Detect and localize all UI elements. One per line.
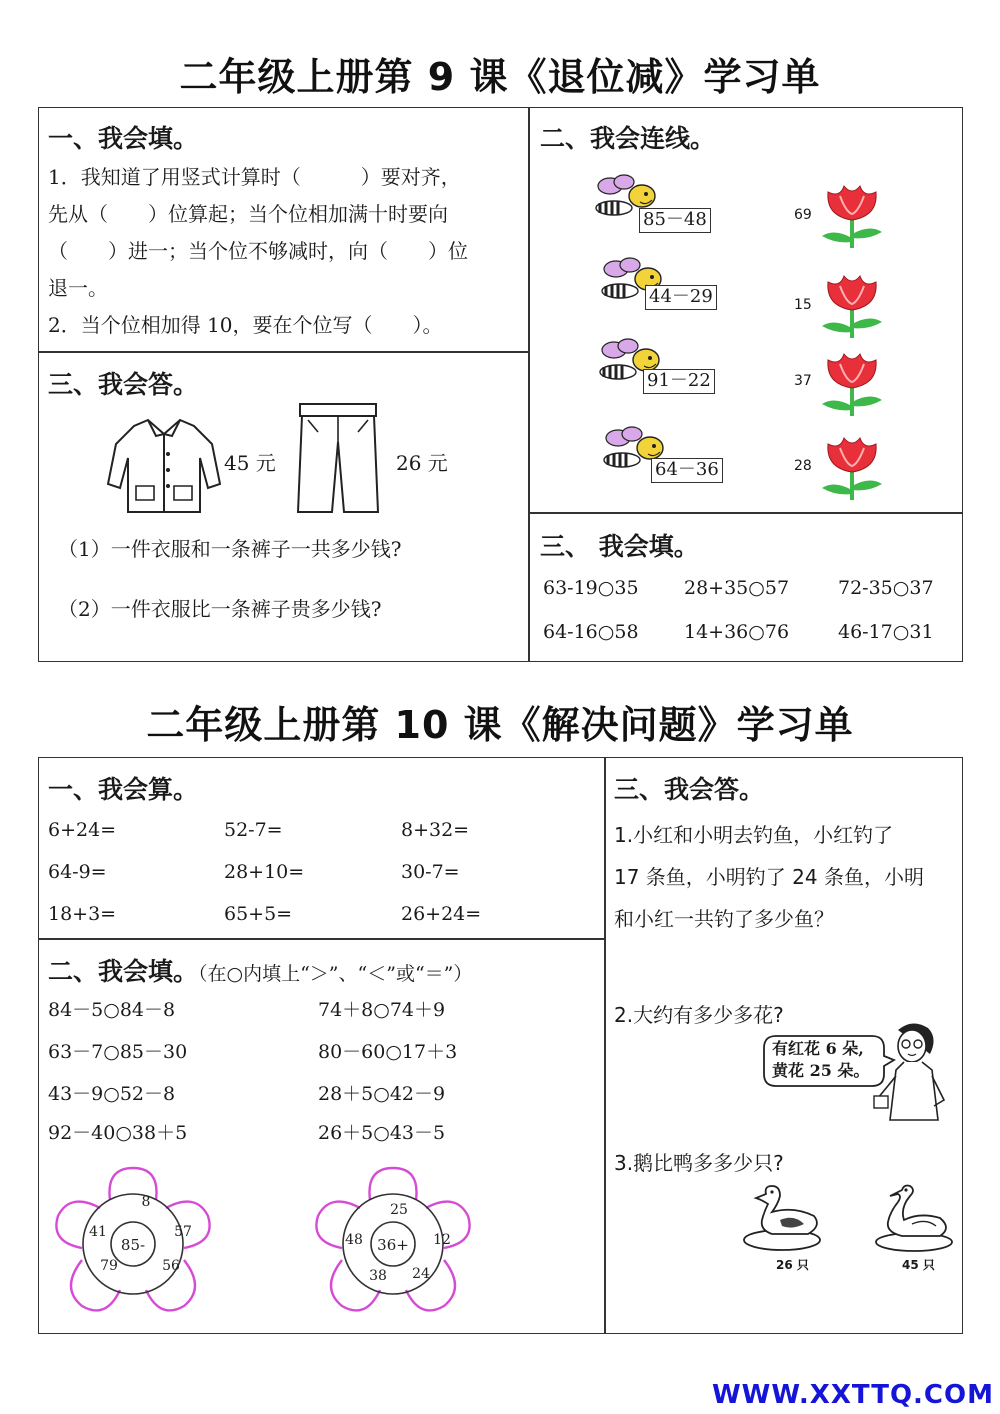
match-expr-1[interactable]: 85－48 (639, 208, 711, 233)
l9-question-1: （1）一件衣服和一条裤子一共多少钱? (58, 537, 402, 561)
compare-item[interactable]: 28＋5○42－9 (318, 1083, 446, 1105)
compare-item[interactable]: 80－60○17＋3 (318, 1041, 458, 1063)
l9-fill-heading: 一、我会填。 (48, 124, 199, 153)
flower2-petal-number[interactable]: 25 (390, 1202, 408, 1218)
flower2-petal-number[interactable]: 24 (412, 1266, 430, 1282)
tulip-icon (816, 350, 888, 418)
tulip-icon (816, 434, 888, 502)
coat-price: 45 元 (224, 451, 276, 475)
calc-item[interactable]: 52-7= (224, 819, 283, 841)
l10-question-3: 3.鹅比鸭多多少只? (614, 1151, 784, 1175)
lesson9-divider-left-h (38, 351, 528, 353)
calc-item[interactable]: 6+24= (48, 819, 117, 841)
l9-fill-line-1: 1．我知道了用竖式计算时（ ）要对齐， (48, 165, 461, 189)
duck-image (742, 1182, 832, 1254)
calc-item[interactable]: 26+24= (401, 903, 482, 925)
flower2-petal-number[interactable]: 12 (433, 1232, 451, 1248)
flower-number-3[interactable]: 37 (794, 373, 812, 389)
l9-fill-line-2: 先从（ ）位算起；当个位相加满十时要向 (48, 202, 448, 226)
compare-item[interactable]: 46-17○31 (838, 621, 934, 643)
l10-compare-header (48, 952, 472, 988)
pants-image (296, 402, 380, 514)
l10-compare-note: （在○内填上“＞”、“＜”或“＝”） (198, 963, 473, 985)
number-flower-2 (308, 1164, 478, 1320)
lesson9-divider-right-h (528, 512, 963, 514)
calc-item[interactable]: 30-7= (401, 861, 460, 883)
l9-fill-line-3: （ ）进一；当个位不够减时，向（ ）位 (48, 239, 468, 263)
calc-item[interactable]: 8+32= (401, 819, 470, 841)
flower1-petal-number[interactable]: 8 (141, 1194, 151, 1210)
flower1-petal-number[interactable]: 79 (100, 1258, 118, 1274)
flower1-petal-number[interactable]: 57 (174, 1224, 192, 1240)
l9-question-2: （2）一件衣服比一条裤子贵多少钱? (58, 597, 382, 621)
compare-item[interactable]: 43－9○52－8 (48, 1083, 176, 1105)
match-expr-2[interactable]: 44－29 (645, 285, 717, 310)
l9-fill-line-4: 退一。 (48, 276, 108, 300)
pants-price: 26 元 (396, 451, 448, 475)
lesson10-divider-v (604, 757, 606, 1334)
number-flower-1 (48, 1164, 218, 1320)
flower-number-4[interactable]: 28 (794, 458, 812, 474)
flower1-center: 85- (120, 1236, 146, 1254)
flower2-petal-number[interactable]: 48 (345, 1232, 363, 1248)
bubble-line: 黄花 25 朵。 (772, 1060, 870, 1080)
l10-answer-heading: 三、我会答。 (614, 775, 765, 804)
compare-item[interactable]: 14+36○76 (684, 621, 790, 643)
match-expr-3[interactable]: 91－22 (643, 369, 715, 394)
compare-item[interactable]: 92－40○38＋5 (48, 1122, 188, 1144)
l9-compare-heading: 三、 我会填。 (540, 532, 699, 561)
bubble-text (772, 1038, 869, 1081)
tulip-icon (816, 272, 888, 340)
l10-question-1-line: 和小红一共钓了多少鱼？ (614, 907, 834, 931)
coat-image (104, 414, 224, 516)
compare-item[interactable]: 74＋8○74＋9 (318, 999, 446, 1021)
flower1-petal-number[interactable]: 41 (89, 1224, 107, 1240)
lesson9-divider-v (528, 107, 530, 662)
l9-match-heading: 二、我会连线。 (540, 124, 716, 153)
l10-question-1-line: 17 条鱼，小明钓了 24 条鱼，小明 (614, 865, 924, 889)
flower1-petal-number[interactable]: 56 (162, 1258, 180, 1274)
compare-item[interactable]: 28+35○57 (684, 577, 790, 599)
bubble-line: 有红花 6 朵, (772, 1039, 864, 1058)
lesson10-divider-left-h (38, 938, 604, 940)
lesson9-title: 二年级上册第 9 课《退位减》学习单 (179, 55, 821, 99)
l10-calc-heading: 一、我会算。 (48, 775, 199, 804)
l9-answer-heading: 三、我会答。 (48, 370, 199, 399)
duck-count: 26 只 (776, 1258, 809, 1272)
compare-item[interactable]: 63－7○85－30 (48, 1041, 188, 1063)
calc-item[interactable]: 65+5= (224, 903, 293, 925)
flower2-center: 36+ (377, 1236, 409, 1254)
lesson10-title: 二年级上册第 10 课《解决问题》学习单 (146, 703, 854, 747)
l9-fill-line-5: 2．当个位相加得 10，要在个位写（ ）。 (48, 313, 443, 337)
l10-compare-heading: 二、我会填。 (48, 957, 199, 986)
match-expr-4[interactable]: 64－36 (651, 458, 723, 483)
compare-item[interactable]: 84－5○84－8 (48, 999, 176, 1021)
compare-item[interactable]: 26＋5○43－5 (318, 1122, 446, 1144)
flower2-petal-number[interactable]: 38 (369, 1268, 387, 1284)
calc-item[interactable]: 28+10= (224, 861, 305, 883)
tulip-icon (816, 182, 888, 250)
flower-number-1[interactable]: 69 (794, 207, 812, 223)
l10-question-1-line: 1.小红和小明去钓鱼，小红钓了 (614, 823, 894, 847)
watermark: WWW.XXTTQ.COM (712, 1380, 994, 1410)
l10-question-2: 2.大约有多少多花? (614, 1003, 784, 1027)
compare-item[interactable]: 72-35○37 (838, 577, 934, 599)
calc-item[interactable]: 18+3= (48, 903, 117, 925)
goose-count: 45 只 (902, 1258, 935, 1272)
calc-item[interactable]: 64-9= (48, 861, 107, 883)
compare-item[interactable]: 63-19○35 (543, 577, 639, 599)
flower-number-2[interactable]: 15 (794, 297, 812, 313)
goose-image (870, 1182, 956, 1254)
teacher-image (868, 1020, 954, 1126)
compare-item[interactable]: 64-16○58 (543, 621, 639, 643)
